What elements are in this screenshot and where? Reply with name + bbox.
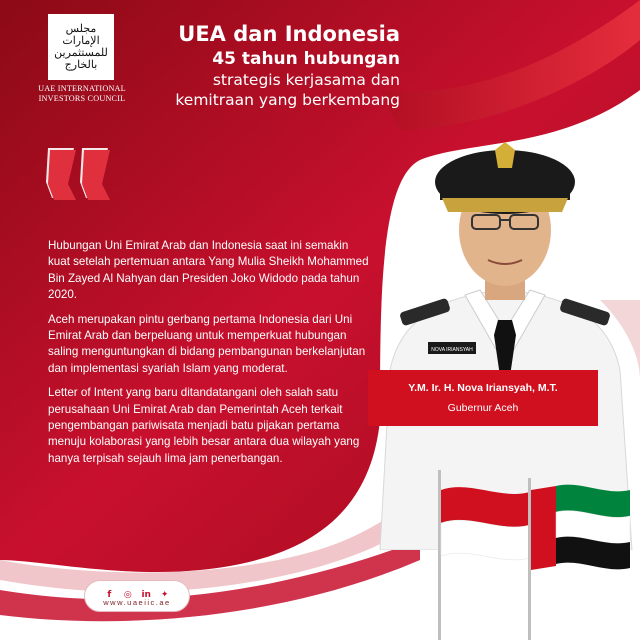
paragraph-3: Letter of Intent yang baru ditandatangani oleh salah satu perusahaan Uni Emirat Arab dan Pemerintah Aceh terkait pengembangan pariwisata menjadi batu pijakan pertama menuju kolaborasi yang lebih besar antara dua wilayah yang hanya terpisah sejauh lima jam penerbangan. — [48, 386, 360, 465]
logo-arabic-line: للمستثمرين — [54, 46, 108, 59]
indonesia-flag — [441, 487, 530, 560]
name-banner — [368, 370, 598, 426]
person-title: Gubernur Aceh — [447, 402, 519, 414]
double-quote-icon — [44, 138, 114, 208]
linkedin-icon[interactable]: in — [141, 590, 151, 600]
instagram-icon[interactable]: ◎ — [123, 590, 132, 600]
headline-line-4: kemitraan yang berkembang — [175, 91, 400, 109]
uae-flag — [531, 485, 630, 570]
logo-caption-line-2: INVESTORS COUNCIL — [38, 94, 126, 103]
logo-arabic-text — [51, 23, 111, 71]
social-links — [84, 580, 190, 612]
council-logo — [48, 14, 114, 80]
paragraph-2: Aceh merupakan pintu gerbang pertama Indonesia dari Uni Emirat Arab dan berpeluang untuk memperkuat hubungan saling menguntungkan di bidang pembangunan berkelanjutan dan implementasi syariah Islam yang moderat. — [48, 312, 366, 375]
logo-caption — [30, 84, 134, 104]
body-text — [48, 238, 370, 475]
headline-line-2: 45 tahun hubungan — [212, 49, 400, 69]
logo-arabic-line: مجلس — [65, 22, 97, 35]
headline-line-3: strategis kerjasama dan — [212, 71, 400, 89]
twitter-icon[interactable]: ✦ — [160, 590, 169, 600]
headline-line-1: UEA dan Indonesia — [178, 22, 400, 46]
flagpole — [438, 470, 441, 640]
facebook-icon[interactable]: f — [107, 590, 112, 600]
name-tag: NOVA IRIANSYAH — [431, 347, 473, 353]
flagpole — [528, 478, 531, 640]
person-name: Y.M. Ir. H. Nova Iriansyah, M.T. — [408, 382, 558, 394]
flags — [430, 470, 640, 640]
website-link[interactable]: www.uaeiic.ae — [103, 598, 171, 607]
headline — [160, 22, 400, 110]
logo-arabic-line: الإمارات — [62, 34, 100, 47]
logo-caption-line-1: UAE INTERNATIONAL — [38, 84, 126, 93]
paragraph-1: Hubungan Uni Emirat Arab dan Indonesia saat ini semakin kuat setelah pertemuan antara Yang Mulia Sheikh Mohammed Bin Zayed Al Nahyan dan Presiden Joko Widodo pada tahun 2020. — [48, 239, 369, 302]
logo-arabic-line: بالخارج — [64, 58, 98, 71]
